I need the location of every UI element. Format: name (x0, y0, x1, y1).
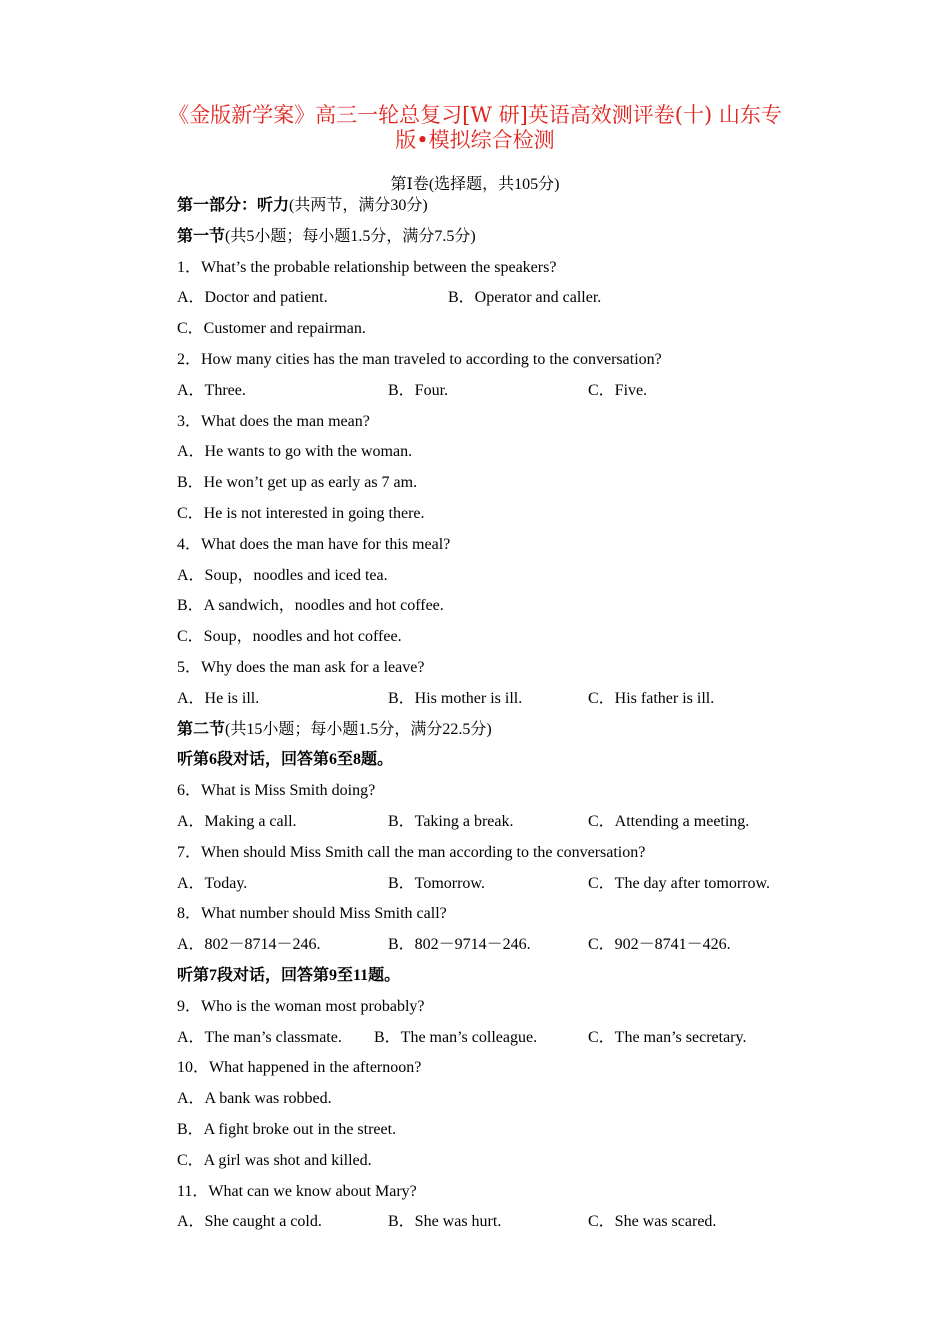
q10-stem: 10．What happened in the afternoon? (177, 1059, 422, 1077)
q5-option-a: A．He is ill. (177, 689, 260, 707)
q2-option-a: A．Three. (177, 381, 246, 399)
q4-option-b: B．A sandwich，noodles and hot coffee. (177, 597, 444, 615)
part1-heading (177, 191, 837, 222)
document-title-line-2: 版•模拟综合检测 (395, 128, 555, 152)
section1-heading-bold: 第一节 (177, 227, 226, 245)
q6-option-b: B．Taking a break. (388, 812, 514, 830)
q5-option-b: B．His mother is ill. (388, 689, 523, 707)
q3-option-b: B．He won’t get up as early as 7 am. (177, 474, 418, 492)
q1-option-b: B．Operator and caller. (448, 289, 602, 307)
part1-heading-rest: (共两节，满分30分) (289, 197, 428, 214)
q5-options (177, 684, 837, 715)
q4-option-a: A．Soup，noodles and iced tea. (177, 566, 388, 584)
q8-option-c: C．902－8741－426. (588, 936, 731, 954)
q6-option-c: C．Attending a meeting. (588, 812, 750, 830)
q6-options (177, 807, 837, 838)
q1-option-a: A．Doctor and patient. (177, 289, 328, 307)
q11-option-c: C．She was scared. (588, 1213, 717, 1231)
q3-option-a: A．He wants to go with the woman. (177, 443, 413, 461)
q10-option-b: B．A fight broke out in the street. (177, 1120, 397, 1138)
q2-option-c: C．Five. (588, 381, 648, 399)
q2-stem: 2．How many cities has the man traveled to according to the conversation? (177, 350, 662, 368)
q8-option-b: B．802－9714－246. (388, 936, 531, 954)
q5-stem: 5．Why does the man ask for a leave? (177, 658, 425, 676)
volume-heading: 第Ⅰ卷(选择题，共105分) (390, 176, 560, 193)
q2-option-b: B．Four. (388, 381, 449, 399)
q1-option-c: C．Customer and repairman. (177, 320, 366, 338)
q7-option-a: A．Today. (177, 874, 248, 892)
q9-options (177, 1023, 837, 1054)
q9-option-c: C．The man’s secretary. (588, 1028, 747, 1046)
q9-option-a: A．The man’s classmate. (177, 1028, 342, 1046)
q10-option-c: C．A girl was shot and killed. (177, 1151, 372, 1169)
q8-option-a: A．802－8714－246. (177, 936, 321, 954)
q5-option-c: C．His father is ill. (588, 689, 715, 707)
q11-options (177, 1207, 837, 1238)
q7-stem: 7．When should Miss Smith call the man according to the conversation? (177, 843, 646, 861)
section1-heading-rest: (共5小题；每小题1.5分，满分7.5分) (225, 227, 476, 245)
q10-option-a: A．A bank was robbed. (177, 1090, 332, 1108)
q9-stem: 9．Who is the woman most probably? (177, 997, 425, 1015)
q7-options (177, 869, 837, 900)
q11-option-b: B．She was hurt. (388, 1213, 502, 1231)
q11-stem: 11．What can we know about Mary? (177, 1182, 417, 1200)
q1-stem: 1．What’s the probable relationship between the speakers? (177, 258, 557, 276)
question-body (177, 191, 837, 1238)
q11-option-a: A．She caught a cold. (177, 1213, 322, 1231)
dialog7-instruction: 听第7段对话，回答第9至11题。 (177, 966, 401, 984)
q9-option-b: B．The man’s colleague. (374, 1028, 538, 1046)
q4-stem: 4．What does the man have for this meal? (177, 535, 451, 553)
part1-heading-bold: 第一部分：听力 (177, 197, 290, 214)
q1-options-ab (177, 283, 837, 314)
q7-option-c: C．The day after tomorrow. (588, 874, 771, 892)
q6-stem: 6．What is Miss Smith doing? (177, 782, 376, 800)
q8-stem: 8．What number should Miss Smith call? (177, 905, 447, 923)
dialog6-instruction: 听第6段对话，回答第6至8题。 (177, 751, 394, 769)
q3-stem: 3．What does the man mean? (177, 412, 370, 430)
section1-heading (177, 222, 837, 253)
section2-heading-rest: (共15小题；每小题1.5分，满分22.5分) (225, 720, 492, 738)
q4-option-c: C．Soup，noodles and hot coffee. (177, 628, 402, 646)
q3-option-c: C．He is not interested in going there. (177, 504, 425, 522)
section2-heading-bold: 第二节 (177, 720, 226, 738)
document-title-line-1: 《金版新学案》高三一轮总复习[W 研]英语高效测评卷(十) 山东专 (168, 103, 782, 127)
q7-option-b: B．Tomorrow. (388, 874, 485, 892)
q6-option-a: A．Making a call. (177, 812, 297, 830)
q8-options (177, 930, 837, 961)
q2-options (177, 376, 837, 407)
section2-heading (177, 715, 837, 746)
